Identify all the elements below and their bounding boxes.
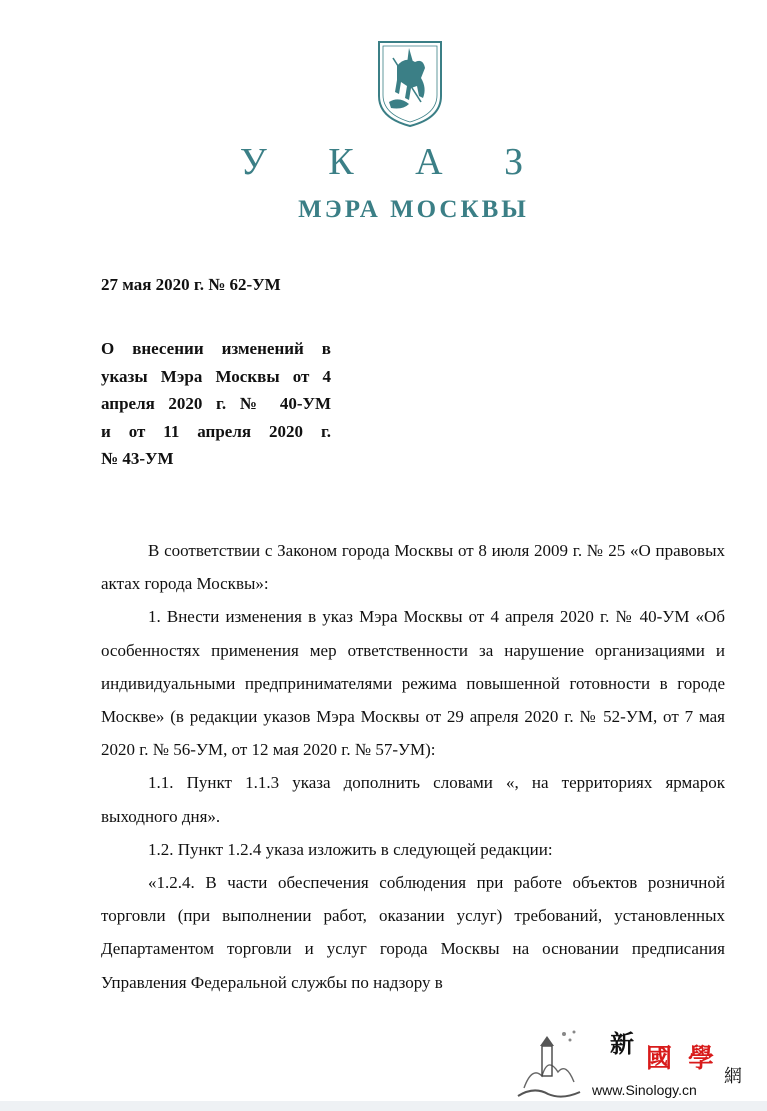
sinology-watermark	[512, 1018, 747, 1106]
ink-landscape-icon	[514, 1026, 584, 1104]
watermark-url: www.Sinology.cn	[592, 1082, 697, 1098]
watermark-char: 學	[688, 1044, 715, 1073]
subject-line: указы Мэра Москвы от 4	[101, 366, 331, 386]
watermark-char: 新	[610, 1032, 634, 1058]
subject-line: № 43-УМ	[101, 449, 174, 468]
decree-issuer: МЭРА МОСКВЫ	[298, 196, 529, 223]
subject-line: и от 11 апреля 2020 г.	[101, 421, 331, 441]
decree-body	[101, 534, 725, 999]
body-paragraph: 1. Внести изменения в указ Мэра Москвы от 4 апреля 2020 г. № 40-УМ «Об особенностях применения мер ответственности за нарушение организациями и индивидуальными предпринимателями режима повышенной готовности в городе Москве» (в редакции указов Мэра Москвы от 29 апреля 2020 г. № 52-УМ, от 7 мая 2020 г. № 56-УМ, от 12 мая 2020 г. № 57-УМ):	[101, 607, 725, 760]
subject-line: О внесении изменений в	[101, 339, 331, 358]
subject-line: апреля 2020 г. № 40-УМ	[101, 394, 331, 413]
body-paragraph: В соответствии с Законом города Москвы от 8 июля 2009 г. № 25 «О правовых актах города Москвы»:	[101, 541, 725, 594]
page-edge	[0, 1101, 767, 1111]
body-paragraph: «1.2.4. В части обеспечения соблюдения при работе объектов розничной торговли (при выполнении работ, оказании услуг) требований, установленных Департаментом торговли и услуг города Москвы на основании предписания Управления Федеральной службы по надзору в	[101, 873, 725, 992]
body-paragraph: 1.2. Пункт 1.2.4 указа изложить в следующей редакции:	[148, 839, 553, 859]
decree-subject	[101, 335, 331, 473]
body-paragraph: 1.1. Пункт 1.1.3 указа дополнить словами «, на территориях ярмарок выходного дня».	[101, 773, 725, 826]
watermark-char: 網	[724, 1066, 742, 1086]
decree-title: У К А З	[239, 141, 550, 183]
watermark-char: 國	[646, 1044, 673, 1073]
moscow-coat-of-arms-icon	[375, 38, 445, 128]
decree-date-number: 27 мая 2020 г. № 62-УМ	[101, 275, 281, 294]
